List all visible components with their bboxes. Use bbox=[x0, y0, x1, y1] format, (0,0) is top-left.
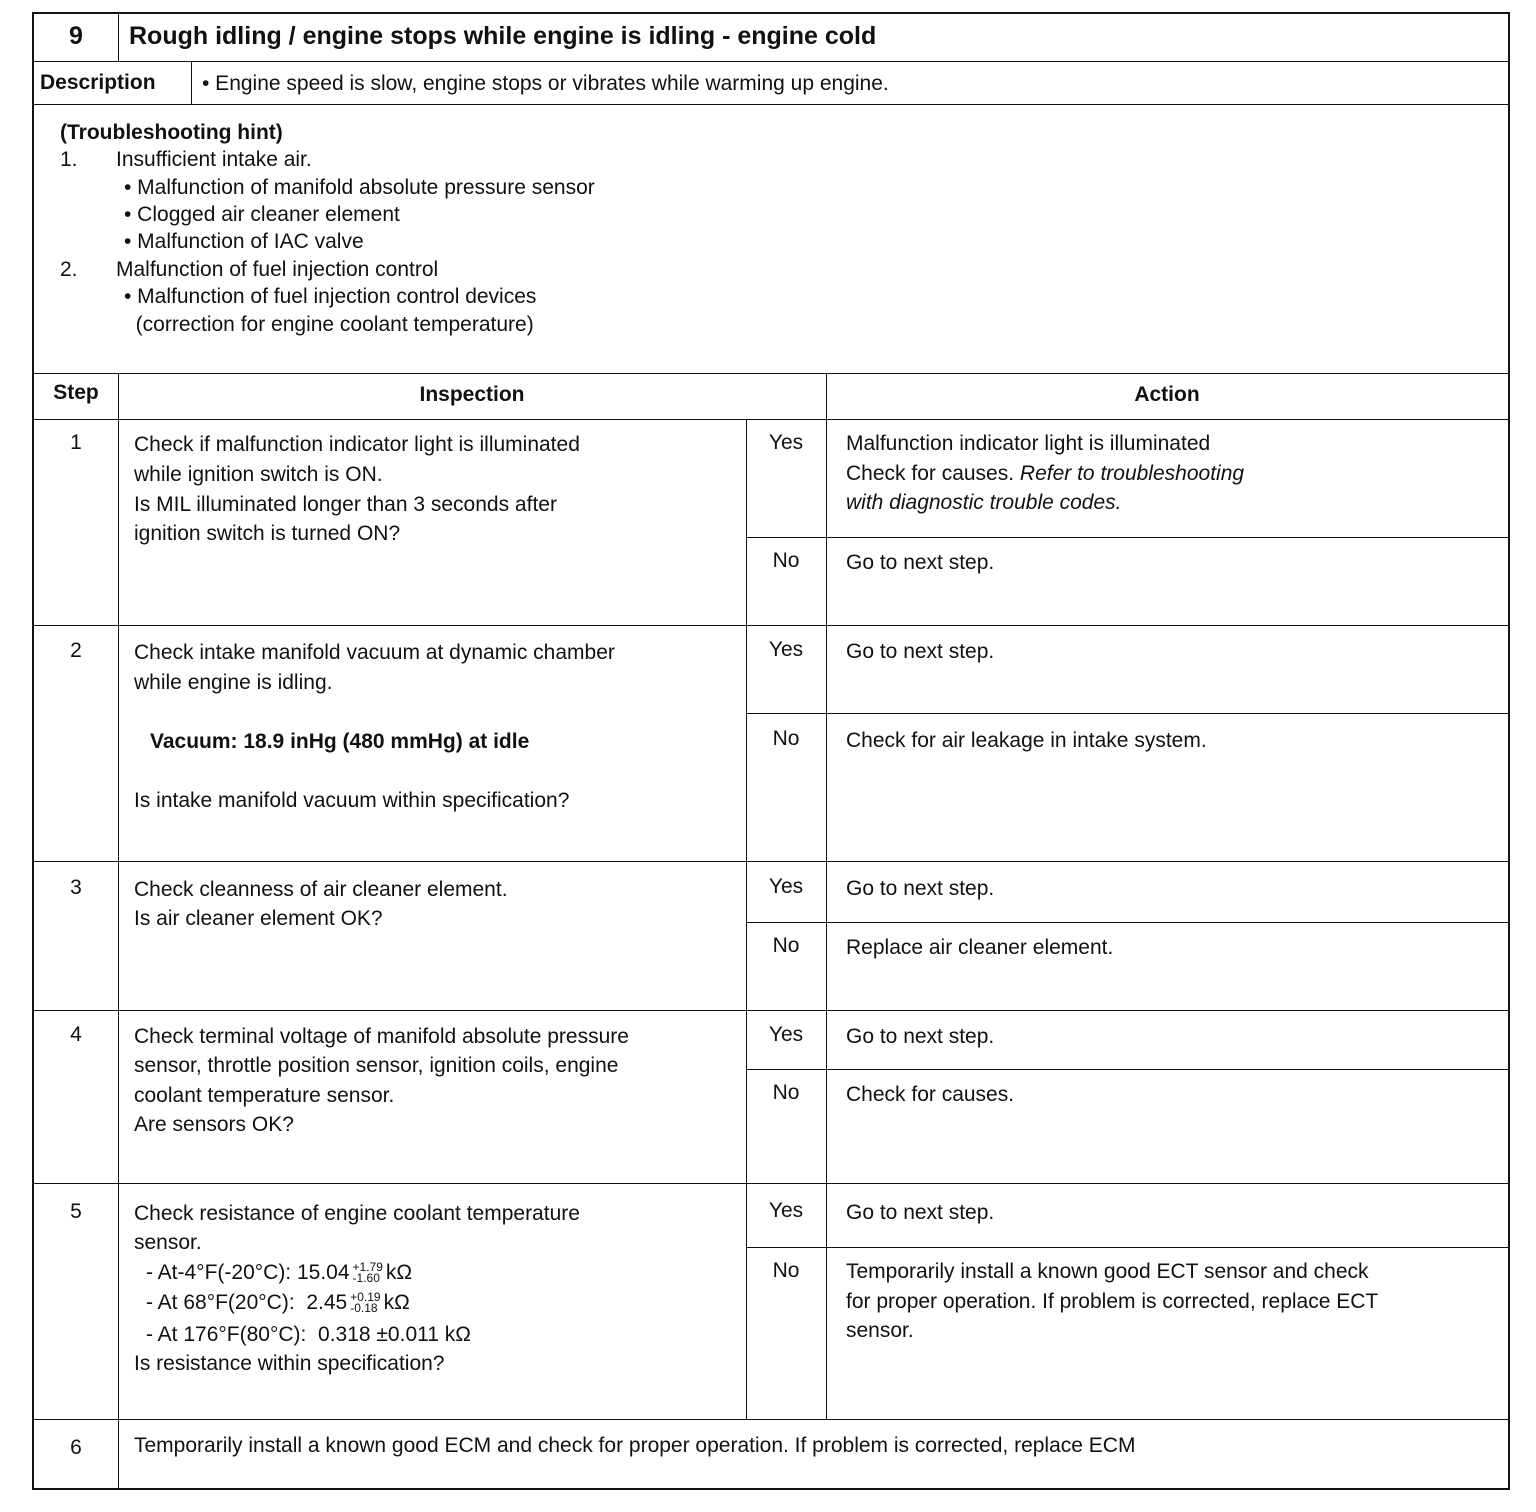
step-2-question: Is intake manifold vacuum within specification? bbox=[134, 789, 570, 812]
step-2-spec: Vacuum: 18.9 inHg (480 mmHg) at idle bbox=[150, 730, 530, 753]
step-4-inspection: Are sensors OK? bbox=[134, 1113, 294, 1136]
step-5-question: Is resistance within specification? bbox=[134, 1352, 445, 1375]
rule-step3 bbox=[34, 1010, 1508, 1011]
hint-item-2-number: 2. bbox=[60, 258, 78, 281]
description-text: • Engine speed is slow, engine stops or vibrates while warming up engine. bbox=[202, 72, 889, 95]
rule-step2-split bbox=[746, 713, 1508, 714]
step-4-inspection: coolant temperature sensor. bbox=[134, 1084, 395, 1107]
step-6-inspection: Temporarily install a known good ECM and check for proper operation. If problem is corrected, replace ECM bbox=[134, 1434, 1136, 1457]
hint-item-1-bullet: • Malfunction of manifold absolute pressure sensor bbox=[124, 176, 595, 199]
step-5-inspection: sensor. bbox=[134, 1231, 202, 1254]
step-5-no-action: sensor. bbox=[846, 1319, 914, 1342]
step-1-inspection: Check if malfunction indicator light is illuminated bbox=[134, 433, 580, 456]
step-number: 1 bbox=[70, 431, 82, 454]
step-1-inspection: Is MIL illuminated longer than 3 seconds after bbox=[134, 493, 557, 516]
rule-step-column bbox=[118, 373, 119, 1488]
hint-item-1-text: Insufficient intake air. bbox=[116, 148, 312, 171]
hint-item-1-bullet: • Malfunction of IAC valve bbox=[124, 230, 364, 253]
step-1-inspection: ignition switch is turned ON? bbox=[134, 522, 401, 545]
rule-step5 bbox=[34, 1419, 1508, 1420]
step-number: 6 bbox=[70, 1436, 82, 1459]
step-5-yes-action: Go to next step. bbox=[846, 1201, 995, 1224]
rule-step2 bbox=[34, 861, 1508, 862]
description-label: Description bbox=[40, 71, 156, 94]
rule-step4 bbox=[34, 1183, 1508, 1184]
step-2-inspection: Check intake manifold vacuum at dynamic chamber bbox=[134, 641, 615, 664]
no-label: No bbox=[772, 1081, 800, 1104]
step-1-yes-action: with diagnostic trouble codes. bbox=[846, 491, 1122, 514]
column-header-inspection: Inspection bbox=[419, 383, 525, 406]
step-5-no-action: Temporarily install a known good ECT sensor and check bbox=[846, 1260, 1369, 1283]
rule-description-divider bbox=[191, 61, 192, 104]
step-5-inspection: Check resistance of engine coolant temperature bbox=[134, 1202, 580, 1225]
step-number: 3 bbox=[70, 876, 82, 899]
rule-columns bbox=[34, 419, 1508, 420]
rule-step4-split bbox=[746, 1069, 1508, 1070]
yes-label: Yes bbox=[768, 875, 804, 898]
no-label: No bbox=[772, 934, 800, 957]
step-5-spec: - At 68°F(20°C): 2.45 +0.19 -0.18 kΩ bbox=[146, 1290, 410, 1316]
no-label: No bbox=[772, 727, 800, 750]
step-4-yes-action: Go to next step. bbox=[846, 1025, 995, 1048]
rule-action-column bbox=[826, 373, 827, 1419]
step-3-inspection: Is air cleaner element OK? bbox=[134, 907, 383, 930]
step-number: 2 bbox=[70, 639, 82, 662]
column-header-action: Action bbox=[1134, 383, 1200, 406]
step-5-spec: - At-4°F(-20°C): 15.04 +1.79 -1.60 kΩ bbox=[146, 1260, 413, 1286]
no-label: No bbox=[772, 1259, 800, 1282]
step-1-yes-action: Check for causes. Refer to troubleshooting bbox=[846, 462, 1245, 485]
step-1-yes-action: Malfunction indicator light is illuminated bbox=[846, 432, 1211, 455]
rule-description bbox=[34, 104, 1508, 105]
troubleshooting-table bbox=[32, 12, 1510, 1490]
tolerance: +1.79 -1.60 bbox=[352, 1260, 383, 1286]
section-title: Rough idling / engine stops while engine is idling - engine cold bbox=[129, 22, 877, 50]
hint-title: (Troubleshooting hint) bbox=[60, 121, 283, 144]
yes-label: Yes bbox=[768, 638, 804, 661]
step-3-inspection: Check cleanness of air cleaner element. bbox=[134, 878, 508, 901]
no-label: No bbox=[772, 549, 800, 572]
hint-item-2-bullet: • Malfunction of fuel injection control devices bbox=[124, 285, 537, 308]
rule-hint bbox=[34, 373, 1508, 374]
step-2-inspection: while engine is idling. bbox=[134, 671, 333, 694]
step-1-no-action: Go to next step. bbox=[846, 551, 995, 574]
yes-label: Yes bbox=[768, 1023, 804, 1046]
step-number: 4 bbox=[70, 1023, 82, 1046]
step-5-no-action: for proper operation. If problem is corrected, replace ECT bbox=[846, 1290, 1379, 1313]
yes-label: Yes bbox=[768, 1199, 804, 1222]
step-3-yes-action: Go to next step. bbox=[846, 877, 995, 900]
column-header-step: Step bbox=[53, 381, 99, 404]
tolerance: +0.19 -0.18 bbox=[350, 1290, 381, 1316]
step-3-no-action: Replace air cleaner element. bbox=[846, 936, 1114, 959]
rule-header bbox=[34, 61, 1508, 62]
hint-item-1-bullet: • Clogged air cleaner element bbox=[124, 203, 400, 226]
hint-item-2-text: Malfunction of fuel injection control bbox=[116, 258, 439, 281]
yes-label: Yes bbox=[768, 431, 804, 454]
step-number: 5 bbox=[70, 1200, 82, 1223]
step-4-inspection: Check terminal voltage of manifold absolute pressure bbox=[134, 1025, 629, 1048]
hint-item-1-number: 1. bbox=[60, 148, 78, 171]
section-number: 9 bbox=[69, 22, 83, 50]
rule-step1-split bbox=[746, 537, 1508, 538]
step-4-inspection: sensor, throttle position sensor, ignition coils, engine bbox=[134, 1054, 619, 1077]
step-1-inspection: while ignition switch is ON. bbox=[134, 463, 383, 486]
rule-step3-split bbox=[746, 922, 1508, 923]
hint-item-2-bullet: (correction for engine coolant temperature) bbox=[124, 313, 534, 336]
step-2-no-action: Check for air leakage in intake system. bbox=[846, 729, 1207, 752]
rule-step5-split bbox=[746, 1247, 1508, 1248]
rule-step1 bbox=[34, 625, 1508, 626]
rule-header-divider bbox=[118, 14, 119, 61]
step-2-yes-action: Go to next step. bbox=[846, 640, 995, 663]
step-4-no-action: Check for causes. bbox=[846, 1083, 1015, 1106]
step-5-spec: - At 176°F(80°C): 0.318 ±0.011 kΩ bbox=[146, 1323, 471, 1346]
